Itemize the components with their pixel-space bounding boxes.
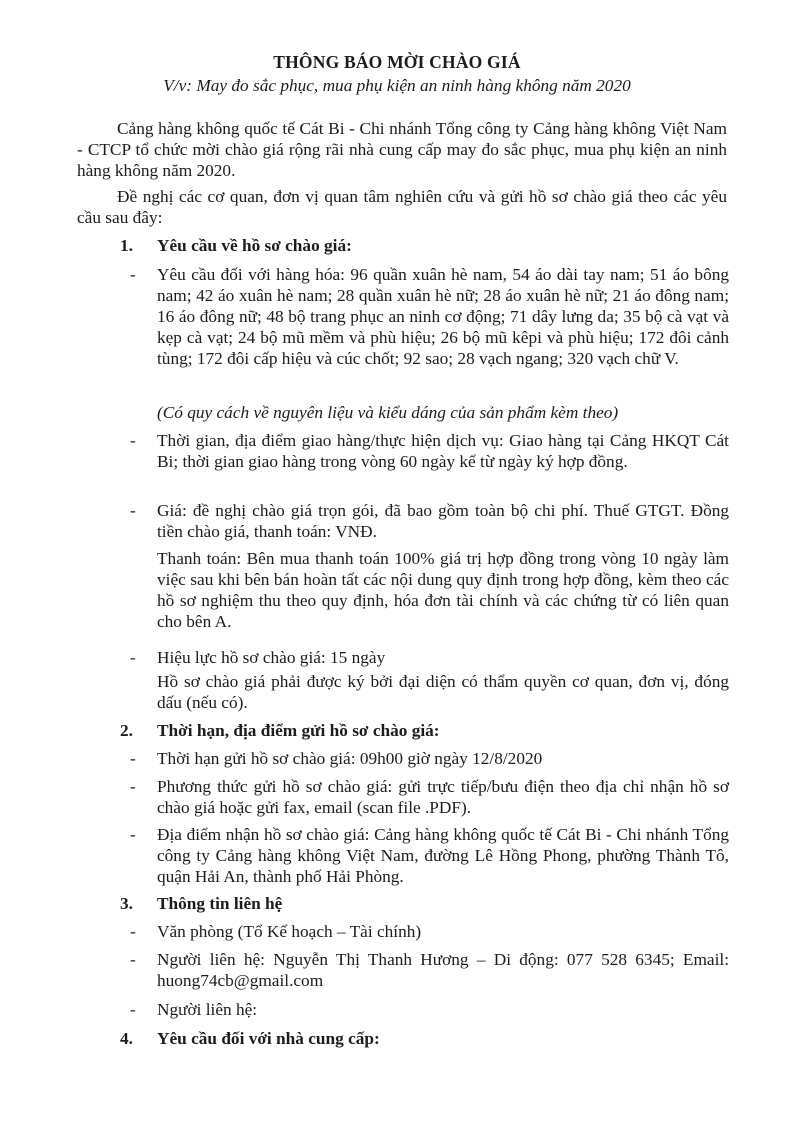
intro-paragraph-1: Cảng hàng không quốc tế Cát Bi - Chi nhánh Tổng công ty Cảng hàng không Việt Nam - CTCP tổ chức mời chào giá rộng rãi nhà cung cấp may đo sắc phục, mua phụ kiện an ninh hàng không năm 2020. [77,119,727,180]
contact-person-1: Người liên hệ: Nguyễn Thị Thanh Hương – Di động: 077 528 6345; Email: huong74cb@gmail.com [157,950,729,990]
office-name: Văn phòng (Tổ Kế hoạch – Tài chính) [157,922,422,941]
section-1-number: 1. [120,236,133,255]
validity-terms: Hiệu lực hồ sơ chào giá: 15 ngày [157,648,386,667]
bullet-dash: - [130,749,136,768]
section-2-title: Thời hạn, địa điểm gửi hồ sơ chào giá: [157,721,440,740]
payment-terms: Thanh toán: Bên mua thanh toán 100% giá trị hợp đồng trong vòng 10 ngày làm việc sau khi bên bán hoàn tất các nội dung quy định trong hợp đồng, kèm theo các hồ sơ nghiệm thu theo quy định, hóa đơn tài chính và các chứng từ có liên quan cho bên A. [157,549,729,631]
bullet-dash: - [130,501,136,520]
delivery-terms: Thời gian, địa điểm giao hàng/thực hiện dịch vụ: Giao hàng tại Cảng HKQT Cát Bi; thời gian giao hàng trong vòng 60 ngày kể từ ngày ký hợp đồng. [157,431,729,471]
section-4-title: Yêu cầu đối với nhà cung cấp: [157,1029,380,1048]
document-title: THÔNG BÁO MỜI CHÀO GIÁ [273,52,521,72]
price-terms: Giá: đề nghị chào giá trọn gói, đã bao gồm toàn bộ chi phí. Thuế GTGT. Đồng tiền chào giá, thanh toán: VNĐ. [157,501,729,541]
bullet-dash: - [130,922,136,941]
intro-paragraph-2: Đề nghị các cơ quan, đơn vị quan tâm nghiên cứu và gửi hồ sơ chào giá theo các yêu cầu sau đây: [77,187,727,227]
submission-method: Phương thức gửi hồ sơ chào giá: gửi trực tiếp/bưu điện theo địa chỉ nhận hồ sơ chào giá hoặc gửi fax, email (scan file .PDF). [157,777,729,817]
section-3-number: 3. [120,894,133,913]
section-2-number: 2. [120,721,133,740]
submission-deadline: Thời hạn gửi hồ sơ chào giá: 09h00 giờ ngày 12/8/2020 [157,749,543,768]
bullet-dash: - [130,950,136,969]
goods-requirement: Yêu cầu đối với hàng hóa: 96 quần xuân hè nam, 54 áo dài tay nam; 51 áo bông nam; 42 áo xuân hè nam; 28 quần xuân hè nữ; 28 áo xuân hè nữ; 21 áo đông nam; 16 áo đông nữ; 48 bộ trang phục an ninh cơ động; 71 dây lưng da; 35 bộ cà vạt và kẹp cà vạt; 24 bộ mũ mềm và phù hiệu; 26 bộ mũ kêpi và phù hiệu; 172 đôi cảnh tùng; 172 đôi cấp hiệu và cúc chốt; 92 sao; 28 vạch ngang; 320 vạch chữ V. [157,265,729,368]
section-3-title: Thông tin liên hệ [157,894,283,913]
submission-location: Địa điểm nhận hồ sơ chào giá: Cảng hàng không quốc tế Cát Bi - Chi nhánh Tổng công ty Cảng hàng không Việt Nam, đường Lê Hồng Phong, phường Thành Tô, quận Hải An, thành phố Hải Phòng. [157,825,729,886]
bullet-dash: - [130,648,136,667]
signature-requirement: Hồ sơ chào giá phải được ký bởi đại diện có thẩm quyền cơ quan, đơn vị, đóng dấu (nếu có). [157,672,729,712]
section-4-number: 4. [120,1029,133,1048]
bullet-dash: - [130,431,136,450]
goods-spec-note: (Có quy cách về nguyên liệu và kiểu dáng của sản phẩm kèm theo) [157,403,619,422]
bullet-dash: - [130,265,136,284]
section-1-title: Yêu cầu về hồ sơ chào giá: [157,236,352,255]
bullet-dash: - [130,1000,136,1019]
contact-person-2: Người liên hệ: [157,1000,258,1019]
document-subtitle: V/v: May đo sắc phục, mua phụ kiện an ninh hàng không năm 2020 [163,76,631,95]
bullet-dash: - [130,777,136,796]
bullet-dash: - [130,825,136,844]
